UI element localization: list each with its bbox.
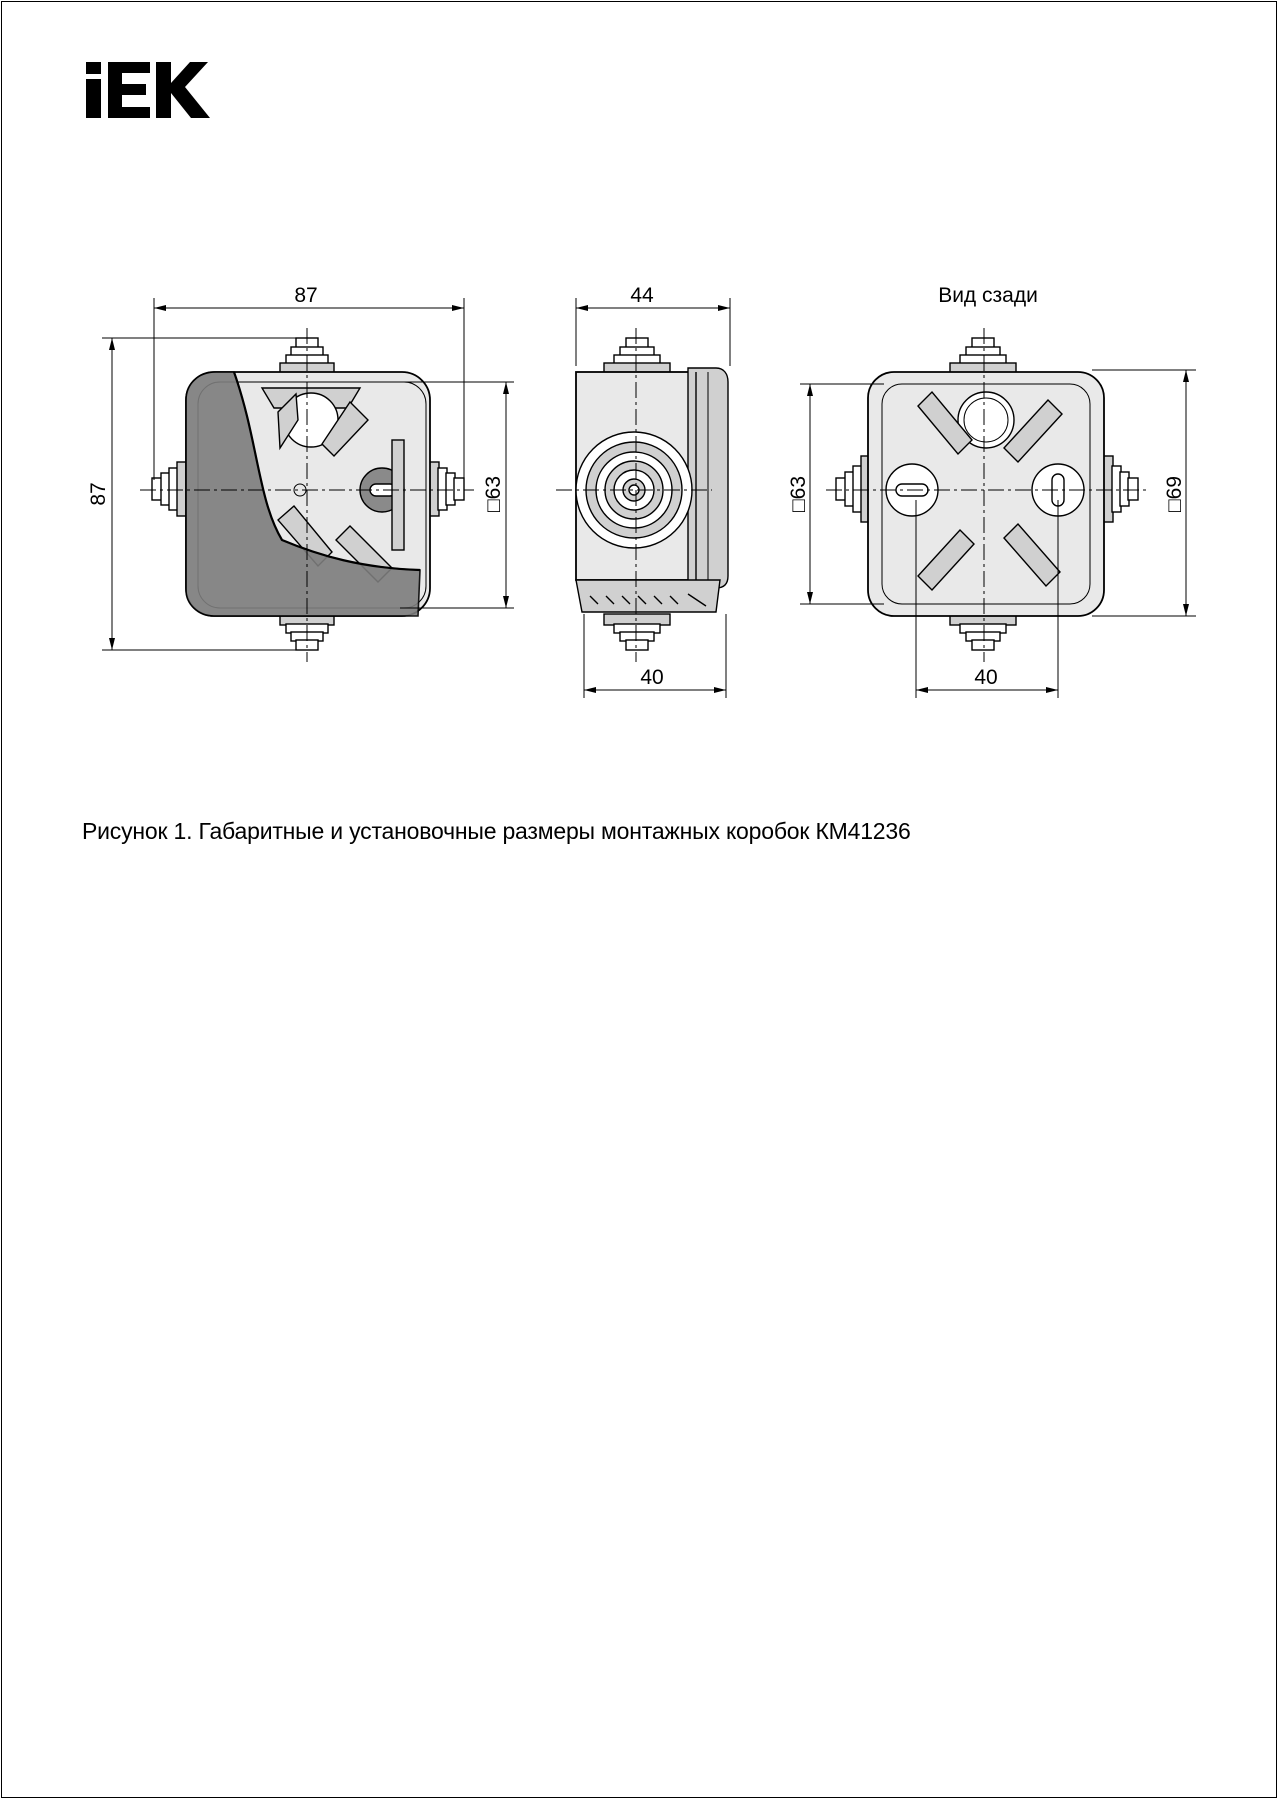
dim-front-square: □63: [482, 475, 505, 513]
figure-caption: Рисунок 1. Габаритные и установочные размеры монтажных коробок КМ41236: [82, 818, 911, 844]
rear-view-label: Вид сзади: [938, 284, 1038, 307]
side-gland-bottom: [604, 614, 670, 650]
dim-rear-square-outer: □69: [1163, 475, 1186, 513]
front-view: [87, 284, 514, 662]
front-gland-right: [428, 462, 464, 516]
front-gland-left: [152, 462, 188, 516]
dim-front-height: 87: [87, 482, 110, 506]
rear-gland-top: [950, 338, 1016, 374]
dim-side-bottom: 40: [640, 666, 664, 689]
rear-view: [787, 284, 1196, 698]
dim-front-width: 87: [294, 284, 318, 307]
rear-gland-right: [1102, 456, 1138, 522]
side-gland-top: [604, 338, 670, 374]
dim-side-depth: 44: [630, 284, 654, 307]
side-view: [556, 284, 730, 698]
dim-rear-square-inner: □63: [787, 475, 810, 513]
dim-rear-bottom: 40: [974, 666, 998, 689]
technical-drawing: [0, 0, 1280, 760]
rear-gland-left: [836, 456, 872, 522]
rear-gland-bottom: [950, 614, 1016, 650]
